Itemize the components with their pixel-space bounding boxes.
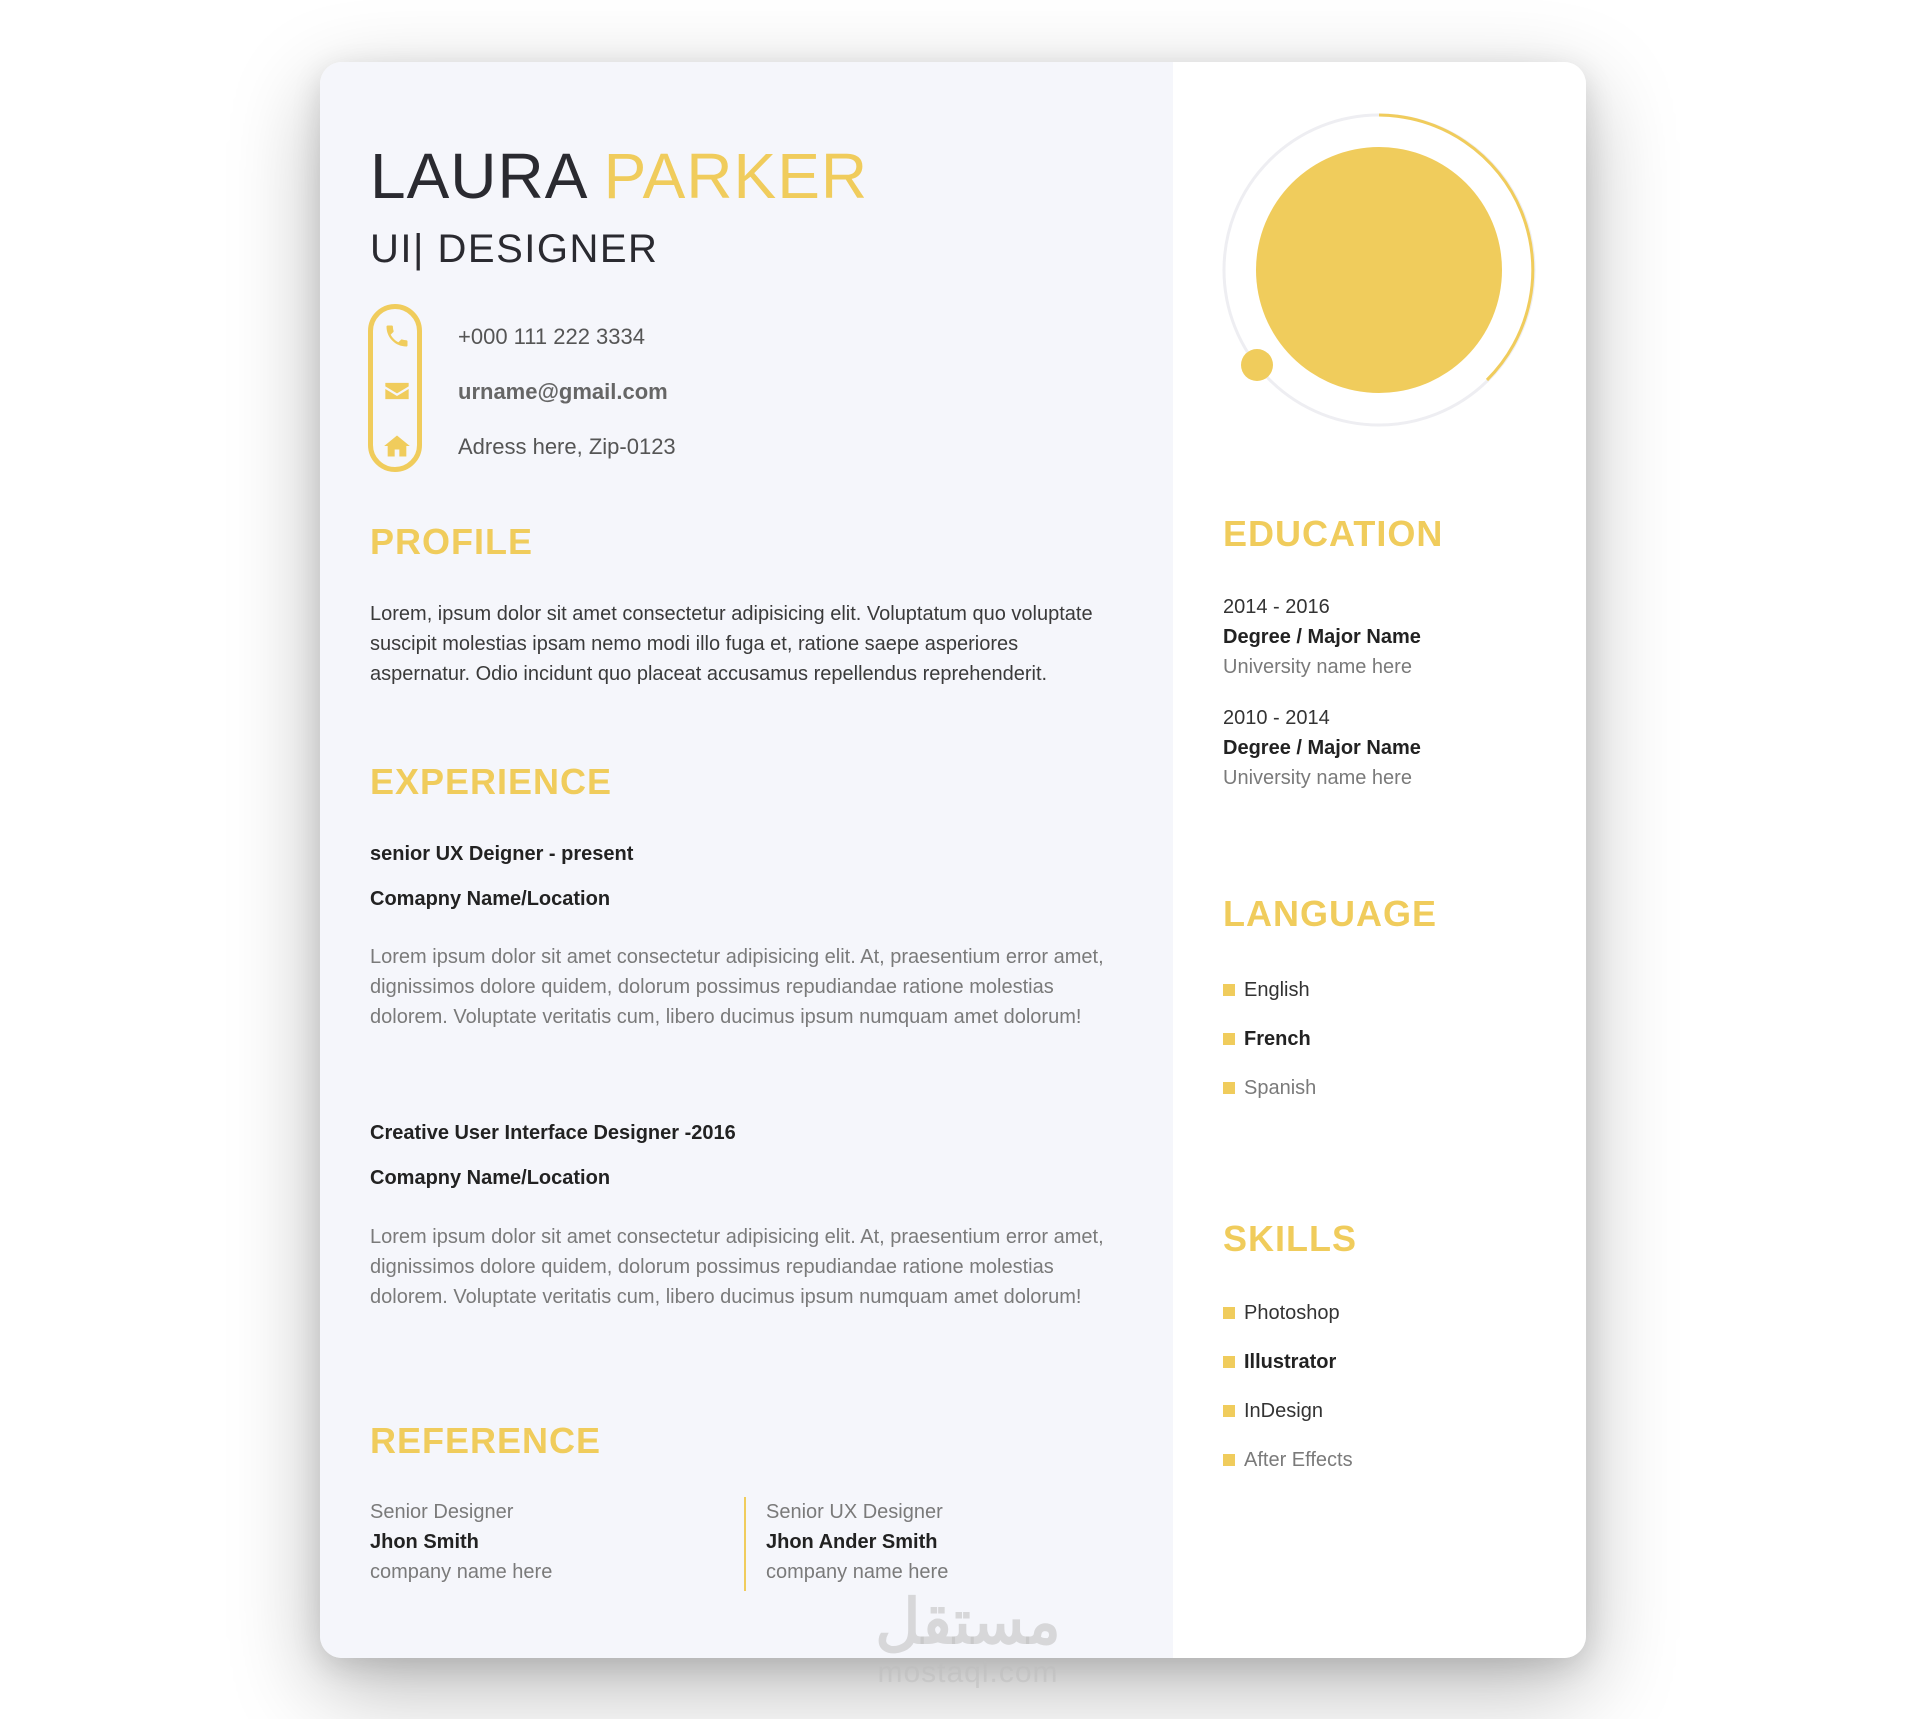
resume-card (320, 62, 1586, 1658)
watermark-arabic: مستقل (875, 1588, 1061, 1657)
job-description: Lorem ipsum dolor sit amet consectetur adipisicing elit. At, praesentium error amet, dignissimos dolore quidem, dolorum possimus repudiandae ratione molestias dolorem. Voluptate veritatis cum, libero ducimus ipsum numquam amet dolorum! (370, 946, 1104, 1028)
bullet-square (1223, 1082, 1235, 1094)
skill-label: Photoshop (1244, 1301, 1340, 1324)
bullet-square (1223, 1356, 1235, 1368)
reference-item (370, 1497, 552, 1587)
right-panel (1173, 62, 1586, 1658)
bullet-square (1223, 1405, 1235, 1417)
education-item (1223, 703, 1421, 793)
reference-company: company name here (766, 1561, 949, 1583)
profile-text: Lorem, ipsum dolor sit amet consectetur adipisicing elit. Voluptatum quo voluptate suscipit molestias ipsam nemo modi illo fuga et, ratione saepe asperiores aspernatur. Odio incidunt quo placeat accusamus repellendus reprehenderit. (370, 603, 1093, 685)
reference-item (766, 1497, 948, 1587)
skill-label: After Effects (1244, 1448, 1353, 1471)
education-degree: Degree / Major Name (1223, 626, 1421, 648)
education-school: University name here (1223, 767, 1412, 789)
job-description: Lorem ipsum dolor sit amet consectetur adipisicing elit. At, praesentium error amet, dignissimos dolore quidem, dolorum possimus repudiandae ratione molestias dolorem. Voluptate veritatis cum, libero ducimus ipsum numquam amet dolorum! (370, 1226, 1104, 1308)
language-label: English (1244, 978, 1310, 1001)
education-years: 2010 - 2014 (1223, 707, 1330, 729)
avatar (1219, 110, 1539, 430)
language-item (1223, 1073, 1316, 1103)
bullet-square (1223, 1454, 1235, 1466)
language-label: Spanish (1244, 1076, 1317, 1099)
home-icon (383, 432, 411, 460)
skill-label: InDesign (1244, 1399, 1323, 1422)
education-degree: Degree / Major Name (1223, 737, 1421, 759)
reference-role: Senior UX Designer (766, 1501, 943, 1523)
reference-name: Jhon Smith (370, 1531, 479, 1553)
education-item (1223, 592, 1421, 682)
skill-item (1223, 1445, 1353, 1475)
skill-item (1223, 1347, 1353, 1377)
email-address[interactable]: urname@gmail.com (458, 379, 668, 404)
postal-address: Adress here, Zip-0123 (458, 434, 676, 459)
watermark (848, 1588, 1088, 1689)
job-role: UI| DESIGNER (370, 227, 659, 271)
bullet-square (1223, 1033, 1235, 1045)
education-years: 2014 - 2016 (1223, 596, 1330, 618)
left-panel (320, 62, 1173, 1658)
reference-heading: REFERENCE (370, 1420, 602, 1461)
job-position: Creative User Interface Designer -2016 (370, 1122, 736, 1144)
language-heading: LANGUAGE (1223, 893, 1437, 934)
last-name: PARKER (603, 140, 869, 212)
first-name: LAURA (370, 140, 585, 212)
language-item (1223, 1024, 1316, 1054)
skills-list (1223, 1298, 1353, 1475)
reference-role: Senior Designer (370, 1501, 514, 1523)
reference-divider (744, 1497, 746, 1591)
envelope-icon (383, 377, 411, 405)
avatar-dot (1241, 349, 1273, 381)
phone-icon (383, 322, 411, 350)
phone-number[interactable]: +000 111 222 3334 (458, 324, 645, 349)
education-heading: EDUCATION (1223, 513, 1444, 554)
language-list (1223, 975, 1316, 1103)
language-label: French (1244, 1027, 1311, 1050)
skill-item (1223, 1396, 1353, 1426)
job-company: Comapny Name/Location (370, 1167, 611, 1189)
watermark-latin: mostaql.com (877, 1656, 1059, 1689)
bullet-square (1223, 1307, 1235, 1319)
reference-name: Jhon Ander Smith (766, 1531, 938, 1553)
profile-heading: PROFILE (370, 521, 534, 562)
bullet-square (1223, 984, 1235, 996)
avatar-photo-circle (1256, 147, 1502, 393)
skill-item (1223, 1298, 1353, 1328)
candidate-name (370, 138, 868, 215)
experience-heading: EXPERIENCE (370, 761, 613, 802)
job-position: senior UX Deigner - present (370, 843, 634, 865)
skills-heading: SKILLS (1223, 1218, 1358, 1259)
reference-company: company name here (370, 1561, 553, 1583)
job-company: Comapny Name/Location (370, 888, 611, 910)
skill-label: Illustrator (1244, 1350, 1337, 1373)
education-school: University name here (1223, 656, 1412, 678)
language-item (1223, 975, 1316, 1005)
